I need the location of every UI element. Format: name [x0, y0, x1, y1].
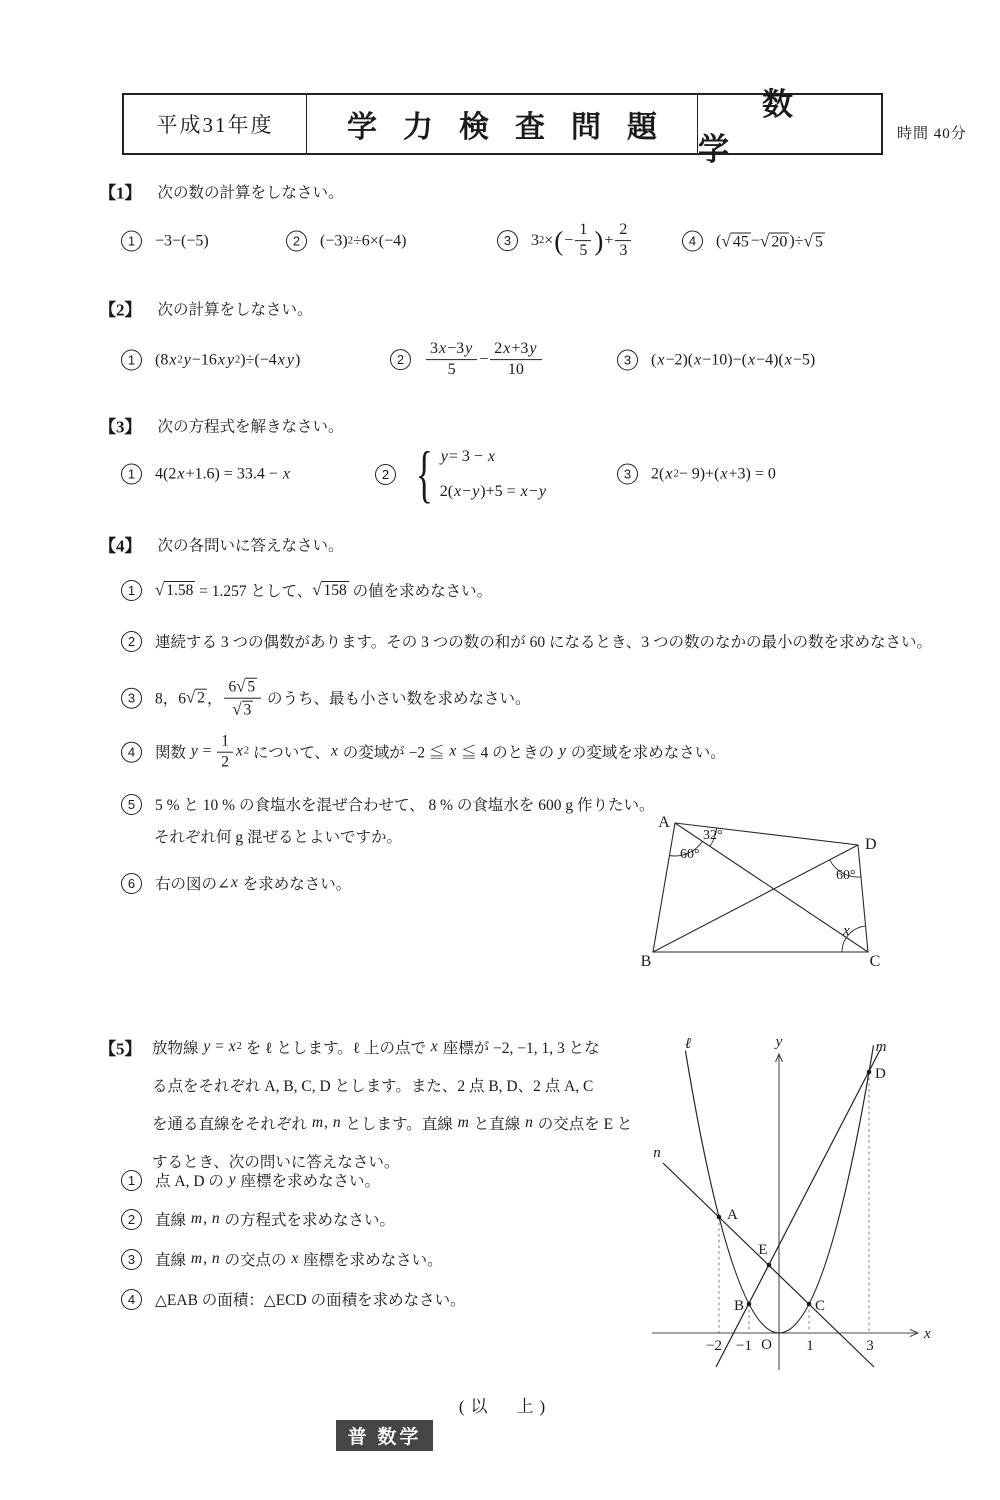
point-label-b: B	[733, 1298, 744, 1314]
problem-4-4	[121, 733, 726, 772]
section-tag: 【2】	[99, 300, 142, 320]
problem-1-1	[121, 231, 209, 252]
header-year: 平成31年度	[124, 95, 307, 153]
formula: √ 1.58 = 1.257 として、 √ 158 の値を求めなさい。	[155, 580, 493, 600]
formula: { y= 3 − x 2(x−y)+5 = x−y	[415, 438, 546, 509]
vertex-label-b: B	[640, 953, 652, 970]
formula: (−3) 2 ÷6×(−4)	[320, 232, 407, 249]
problem-2-1	[121, 350, 300, 371]
problem-5-intro-line3	[152, 1112, 632, 1134]
circled-number: 3	[617, 350, 638, 371]
problem-1-4	[682, 231, 825, 252]
circled-number: 1	[121, 464, 142, 485]
section-2-header	[99, 296, 313, 321]
point-b	[747, 1302, 752, 1307]
problem-3-3	[617, 464, 776, 485]
section-prompt: 次の数の計算をしなさい。	[157, 184, 344, 201]
problem-4-5-line2	[154, 825, 402, 847]
vertex-label-a: A	[658, 814, 670, 831]
circled-number: 4	[682, 231, 703, 252]
tick-minus2: −2	[706, 1338, 722, 1354]
header-title: 学力検査問題	[307, 95, 698, 153]
subject-stamp: 普 数学	[336, 1420, 433, 1451]
circled-number: 2	[286, 231, 307, 252]
problem-4-2	[121, 630, 932, 652]
formula: 連続する 3 つの偶数があります。その 3 つの数の和が 60 になるとき、3 つの数のなかの最小の数を求めなさい。	[155, 634, 933, 651]
section-3-header	[99, 413, 344, 438]
problem-4-5	[121, 793, 655, 815]
point-c	[807, 1302, 812, 1307]
section-tag: 【4】	[99, 536, 142, 556]
formula: 5 % と 10 % の食塩水を混ぜ合わせて、 8 % の食塩水を 600 g 作りたい。	[155, 797, 655, 814]
vertex-label-d: D	[865, 836, 877, 853]
problem-1-3	[497, 221, 633, 261]
y-axis-label: y	[775, 1034, 783, 1050]
circled-number: 2	[375, 464, 396, 485]
point-label-c: C	[815, 1298, 826, 1314]
formula: 直線 m , n の交点の x 座標を求めなさい。	[155, 1250, 443, 1269]
intro-text: を通る直線をそれぞれ m , n とします。直線 m と直線 n の交点を E と	[152, 1114, 633, 1133]
circled-number: 3	[121, 688, 142, 709]
line-label-n: n	[653, 1145, 661, 1161]
quad-figure	[630, 800, 950, 990]
header-subject: 数学	[698, 87, 857, 167]
section-prompt: 次の各問いに答えなさい。	[157, 537, 344, 554]
point-a	[717, 1215, 722, 1220]
section-5-header	[99, 1035, 158, 1060]
angle-label-60a: 60°	[680, 847, 700, 862]
section-tag: 【3】	[99, 417, 142, 437]
formula: −3−(−5)	[155, 232, 209, 249]
formula: ( x −2)( x −10)−( x −4)( x −5)	[651, 351, 816, 368]
problem-5-3	[121, 1248, 443, 1270]
circled-number: 2	[121, 1209, 142, 1230]
tick-3: 3	[866, 1338, 874, 1354]
problem-4-3	[121, 677, 531, 720]
problem-2-3	[617, 350, 815, 371]
problem-5-2	[121, 1208, 395, 1230]
formula: 8，6 √ 2 ， 6 √ 5 √ 3 のうち、最も小さい数を求めなさい。	[155, 676, 531, 719]
problem-3-1	[121, 464, 291, 485]
problem-1-2	[286, 231, 406, 252]
circled-number: 6	[121, 873, 142, 894]
formula: 4(2 x +1.6) = 33.4 − x	[155, 465, 290, 482]
section-prompt: 次の方程式を解きなさい。	[157, 418, 344, 435]
curve-label-l: ℓ	[684, 1036, 692, 1052]
formula: 点 A, D の y 座標を求めなさい。	[155, 1171, 381, 1190]
header-box	[122, 87, 883, 167]
circled-number: 4	[121, 1289, 142, 1310]
angle-label-60d: 60°	[836, 868, 856, 883]
formula: 3x−3y 5 − $\frac{2x+3y}{10}$	[424, 340, 544, 380]
formula: それぞれ何 g 混ぜるとよいですか。	[154, 829, 403, 846]
tick-minus1: −1	[736, 1338, 752, 1354]
quad-outline	[653, 823, 868, 952]
intro-text: る点をそれぞれ A, B, C, D とします。また、2 点 B, D、2 点 A, C	[152, 1078, 594, 1095]
x-axis-label: x	[924, 1326, 931, 1342]
problem-5-intro-line2	[152, 1074, 593, 1096]
circled-number: 3	[617, 464, 638, 485]
formula: ( √ 45 − √ 20 )÷ √ 5	[716, 231, 823, 250]
angle-label-x: x	[843, 923, 850, 939]
circled-number: 4	[121, 742, 142, 763]
point-label-a: A	[727, 1207, 738, 1223]
problem-4-6	[121, 872, 351, 894]
intro-text: 放物線 y = x 2 を ℓ とします。ℓ 上の点で x 座標が −2, −1, 1, 3 とな	[152, 1038, 600, 1057]
circled-number: 5	[121, 794, 142, 815]
formula: 関数 y = $\frac{1}{2}$ x 2 について、 x の変域が −2 ≦ x ≦ 4 のときの y の変域を求めなさい。	[155, 732, 726, 771]
point-e	[767, 1263, 772, 1268]
point-label-d: D	[875, 1066, 886, 1082]
section-tag: 【1】	[99, 183, 142, 203]
vertex-label-c: C	[869, 953, 881, 970]
circled-number: 3	[121, 1249, 142, 1270]
header-time-limit: 時間 40分	[897, 126, 967, 142]
angle-label-32: 32°	[703, 828, 723, 843]
circled-number: 2	[390, 350, 411, 371]
point-d	[867, 1070, 872, 1075]
circled-number: 1	[121, 350, 142, 371]
problem-2-2	[390, 340, 544, 380]
problem-4-1	[121, 579, 492, 601]
line-label-m: m	[875, 1039, 887, 1055]
section-1-header	[99, 179, 344, 204]
problem-3-2	[375, 438, 547, 509]
problem-5-intro-line1	[152, 1036, 600, 1058]
origin-label: O	[761, 1337, 772, 1353]
section-tag: 【5】	[99, 1039, 142, 1059]
point-label-e: E	[758, 1242, 768, 1258]
circled-number: 1	[121, 231, 142, 252]
formula: △EAB の面積：△ECD の面積を求めなさい。	[155, 1292, 466, 1309]
tick-1: 1	[806, 1338, 814, 1354]
graph-figure	[640, 1025, 940, 1375]
problem-5-1	[121, 1169, 380, 1191]
formula: 直線 m , n の方程式を求めなさい。	[155, 1210, 395, 1229]
circled-number: 2	[121, 631, 142, 652]
formula: 3 2 × ( − $\frac{1}{5}$ ) + $\frac{2}{3}$	[531, 221, 633, 261]
section-prompt: 次の計算をしなさい。	[157, 301, 313, 318]
end-note: (以 上)	[458, 1397, 552, 1416]
section-4-header	[99, 532, 344, 557]
circled-number: 3	[497, 231, 518, 252]
problem-5-4	[121, 1288, 466, 1310]
line-m	[716, 1050, 880, 1367]
formula: (8 x 2 y −16 x y 2 )÷(−4 x y )	[155, 351, 301, 368]
formula: 2( x 2 − 9)+( x +3) = 0	[651, 465, 776, 482]
circled-number: 1	[121, 580, 142, 601]
intro-text: するとき、次の問いに答えなさい。	[152, 1154, 400, 1171]
formula: 右の図の∠ x を求めなさい。	[155, 874, 352, 893]
circled-number: 1	[121, 1170, 142, 1191]
